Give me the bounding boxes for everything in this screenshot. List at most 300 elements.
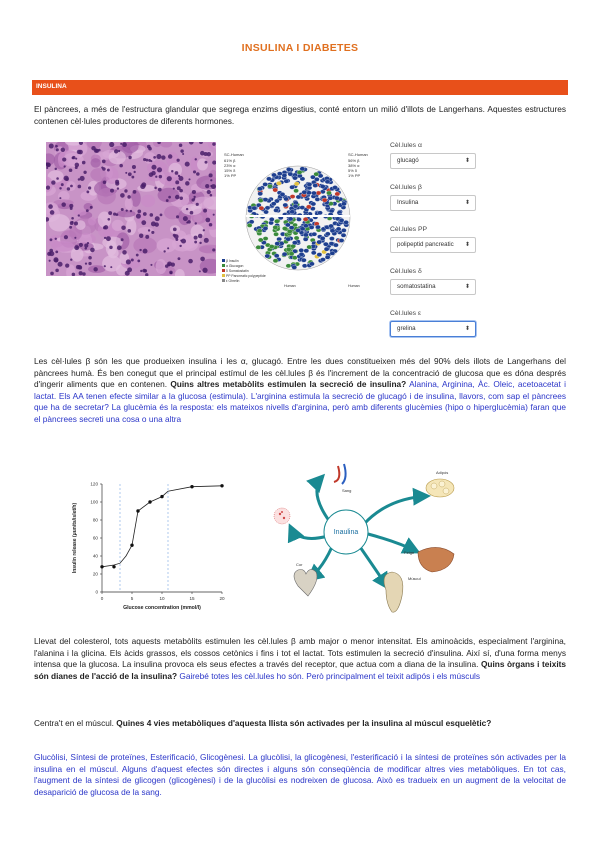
histology-nucleus	[203, 229, 205, 231]
histology-nucleus	[102, 160, 106, 164]
islet-cell	[341, 228, 346, 232]
histology-nucleus	[212, 248, 215, 251]
islet-cell	[303, 217, 308, 221]
histology-nucleus	[148, 159, 151, 162]
histology-nucleus	[183, 216, 188, 221]
chart-x-tick-label: 5	[130, 596, 134, 601]
histology-nucleus	[67, 187, 70, 190]
islet-cell	[293, 204, 298, 208]
islet-cell	[344, 220, 349, 224]
islet-left-label-4: 1% PP	[224, 173, 237, 178]
chart-y-tick-label: 40	[92, 553, 98, 559]
histology-nucleus	[115, 182, 119, 186]
heart-illustration	[294, 569, 317, 596]
histology-nucleus	[141, 220, 146, 225]
islet-cell	[277, 172, 282, 176]
chart-y-tick-label: 0	[95, 589, 98, 595]
histology-nucleus	[185, 181, 189, 185]
adipose-tissue-illustration	[426, 479, 454, 497]
chevron-updown-icon: ⬍	[464, 326, 470, 332]
histology-nucleus	[188, 178, 190, 180]
islet-cell	[304, 249, 309, 253]
histology-nucleus	[120, 143, 122, 145]
histology-nucleus	[175, 171, 179, 175]
histology-nucleus	[173, 227, 177, 231]
islet-cell	[252, 206, 257, 210]
histology-nucleus	[70, 221, 74, 225]
islet-cell	[301, 258, 306, 262]
islet-cell	[325, 232, 330, 236]
islet-cell	[283, 197, 288, 201]
islet-cell	[302, 264, 307, 268]
histology-nucleus	[65, 263, 69, 267]
histology-nucleus	[65, 177, 69, 181]
histology-nucleus	[61, 202, 65, 206]
islet-cell	[259, 206, 264, 210]
histology-nucleus	[150, 213, 154, 217]
histology-nucleus	[51, 180, 55, 184]
histology-nucleus	[176, 215, 179, 218]
islet-cell	[299, 252, 304, 256]
histology-nucleus	[56, 148, 59, 151]
histology-nucleus	[94, 149, 98, 153]
histology-nucleus	[59, 187, 61, 189]
histology-nucleus	[188, 259, 193, 264]
islet-cell	[341, 233, 346, 237]
histology-nucleus	[102, 167, 106, 171]
histology-nucleus	[90, 248, 95, 253]
islet-cell	[289, 185, 294, 189]
chart-y-label: Insulin release (μunits/islet/h)	[72, 502, 78, 574]
histology-nucleus	[124, 189, 127, 192]
islet-cell	[263, 210, 268, 214]
islet-cell	[290, 194, 295, 198]
islet-cell	[286, 237, 291, 241]
islet-cell	[256, 245, 261, 249]
histology-nucleus	[117, 187, 119, 189]
picker-pp-select[interactable]: polipeptid pancreatic ⬍	[390, 237, 476, 253]
islet-cell	[325, 255, 330, 259]
histology-nucleus	[179, 144, 183, 148]
histology-nucleus	[78, 150, 83, 155]
diagram-node-label: Sang	[342, 488, 352, 493]
histology-nucleus	[192, 198, 195, 201]
histology-nucleus	[210, 179, 212, 181]
islet-cell	[303, 233, 308, 237]
chart-data-point	[160, 495, 163, 498]
islet-legend-4: ε Ghrelin	[226, 279, 240, 283]
histology-nucleus	[82, 161, 86, 165]
histology-nucleus	[110, 189, 114, 193]
islet-cell	[314, 172, 319, 176]
histology-nucleus	[157, 167, 162, 172]
histology-nucleus	[137, 210, 141, 214]
histology-cell	[51, 241, 74, 252]
islet-cell	[314, 177, 319, 181]
histology-nucleus	[177, 186, 181, 190]
islet-cell	[306, 191, 311, 195]
islet-cell	[306, 205, 311, 209]
islet-cell	[341, 202, 346, 206]
chevron-updown-icon: ⬍	[464, 200, 470, 206]
diagram-center-label: Inaulina	[333, 529, 359, 536]
histology-nucleus	[90, 206, 93, 209]
blood-vessel-illustration	[334, 464, 346, 484]
histology-nucleus	[193, 170, 196, 173]
histology-nucleus	[120, 193, 125, 198]
islet-cell	[332, 185, 337, 189]
histology-cell	[91, 158, 101, 168]
islet-cell	[271, 173, 276, 177]
islet-cell	[271, 202, 276, 206]
histology-nucleus	[182, 153, 184, 155]
islet-cell	[312, 232, 317, 236]
histology-nucleus	[136, 254, 139, 257]
histology-nucleus	[62, 157, 66, 161]
islet-left-label-2: 23% α	[224, 163, 236, 168]
picker-delta-select[interactable]: somatostatina ⬍	[390, 279, 476, 295]
histology-nucleus	[143, 212, 147, 216]
islet-cell	[276, 181, 281, 185]
histology-nucleus	[167, 176, 172, 181]
histology-nucleus	[148, 147, 152, 151]
islet-cell	[258, 198, 263, 202]
islet-cell	[257, 187, 262, 191]
histology-nucleus	[186, 208, 188, 210]
histology-nucleus	[167, 247, 169, 249]
histology-nucleus	[154, 187, 157, 190]
islet-right-label-4: 1% PP	[348, 173, 361, 178]
islet-cell	[330, 251, 335, 255]
histology-nucleus	[158, 188, 162, 192]
histology-nucleus	[196, 203, 199, 206]
histology-nucleus	[160, 213, 163, 216]
islet-cell	[311, 202, 316, 206]
islet-legend-1: α Glucagon	[226, 264, 244, 268]
insulin-target-diagram	[268, 462, 478, 632]
islet-cell	[266, 177, 271, 181]
islet-right-label-1: 56% β	[348, 158, 360, 163]
histology-nucleus	[76, 265, 80, 269]
histology-nucleus	[207, 190, 211, 194]
islet-cell	[336, 227, 341, 231]
histology-nucleus	[195, 222, 197, 224]
histology-cell	[160, 142, 172, 148]
histology-cell	[74, 210, 87, 216]
muscle-answer-paragraph: Glucòlisi, Síntesi de proteïnes, Esterificació, Glicogènesi. La glucòlisi, la glicogènesi, l'esterificació i la síntesi de proteïnes són activades per la insulina en el múscul. Alguns d'aquest efectes són directes i alguns són conseqüència de modificar altres vies metabòliques. En tot cas, l'augment de la síntesi de glicogen (glicogènesi) i de la glucòlisi es nodreixen de glucosa. Això es tradueix en un augment de la velocitat de desaparició de glucosa de la sang.	[34, 752, 566, 797]
histology-nucleus	[209, 223, 213, 227]
muscle-illustration	[384, 572, 403, 612]
histology-cell	[102, 255, 121, 271]
chart-x-tick-label: 0	[100, 596, 104, 601]
islet-cell	[273, 188, 278, 192]
histology-nucleus	[169, 271, 173, 275]
histology-nucleus	[121, 208, 124, 211]
islet-cell	[326, 191, 331, 195]
islet-cell	[269, 244, 274, 248]
histology-nucleus	[139, 249, 141, 251]
histology-nucleus	[145, 273, 148, 276]
chart-x-label: Glucose concentration (mmol/l)	[123, 605, 201, 611]
histology-nucleus	[74, 221, 78, 225]
histology-nucleus	[199, 242, 201, 244]
islet-cell	[311, 251, 316, 255]
histology-nucleus	[200, 257, 205, 262]
islet-cell	[273, 259, 278, 263]
histology-cell	[137, 185, 155, 192]
islet-cell	[273, 225, 278, 229]
histology-nucleus	[109, 246, 112, 249]
histology-nucleus	[174, 234, 179, 239]
histology-nucleus	[78, 178, 80, 180]
histology-nucleus	[151, 165, 156, 170]
histology-nucleus	[177, 159, 180, 162]
islet-cell	[309, 262, 314, 266]
histology-nucleus	[119, 164, 123, 168]
chart-data-point	[148, 500, 151, 503]
histology-nucleus	[113, 212, 116, 215]
histology-nucleus	[163, 250, 165, 252]
histology-cell	[156, 259, 167, 274]
histology-nucleus	[127, 229, 131, 233]
islet-cell	[282, 173, 287, 177]
histology-nucleus	[84, 244, 88, 248]
chart-data-point	[130, 544, 133, 547]
histology-nucleus	[156, 154, 161, 159]
page-title: INSULINA I DIABETES	[241, 42, 359, 54]
islet-cell	[313, 183, 318, 187]
picker-alpha-select[interactable]: glucagó ⬍	[390, 153, 476, 169]
islet-cell	[287, 229, 292, 233]
histology-nucleus	[179, 245, 181, 247]
islet-cell	[329, 224, 334, 228]
islet-cell	[294, 236, 299, 240]
histology-nucleus	[49, 260, 51, 262]
histology-nucleus	[88, 256, 92, 260]
histology-nucleus	[55, 269, 59, 273]
diagram-node-label: Cor	[296, 562, 303, 567]
islet-cell	[263, 236, 268, 240]
histology-nucleus	[84, 247, 87, 250]
histology-nucleus	[204, 238, 209, 243]
metabolites-paragraph: Llevat del colesterol, tots aquests metabòlits estimulen les cèl.lules β amb major o menor intensitat. Els aminoàcids, especialment l'arginina, l'alanina i la glicina. Els àcids grassos, els cossos cetònics i fins i tot el lactat. Tots estimulen la secreció d'insulina. Així sí, d'una forma menys intensa que la glucosa. La insulina provoca els seus efectes a través del receptor, que actua com a diana de la insulina. Quins òrgans i teixits són dianes de l'acció de la insulina? Gairebé totes les cèl.lules ho són. Però principalment el teixit adipós i els músculs	[34, 636, 566, 681]
histology-nucleus	[180, 240, 182, 242]
histology-nucleus	[143, 249, 148, 254]
islet-cell	[283, 203, 288, 207]
islet-cell	[322, 198, 327, 202]
islet-cell	[292, 176, 297, 180]
histology-nucleus	[61, 183, 64, 186]
islet-cell	[323, 242, 328, 246]
islet-cell	[317, 211, 322, 215]
histology-nucleus	[118, 150, 120, 152]
islet-cell	[293, 189, 298, 193]
histology-nucleus	[50, 238, 53, 241]
islet-cell	[263, 198, 268, 202]
histology-nucleus	[114, 149, 118, 153]
histology-nucleus	[88, 262, 91, 265]
islet-cell	[296, 228, 301, 232]
histology-nucleus	[207, 152, 211, 156]
histology-nucleus	[85, 263, 87, 265]
histology-nucleus	[213, 214, 215, 216]
islet-cell	[247, 223, 252, 227]
histology-nucleus	[126, 209, 128, 211]
islet-cell	[302, 190, 307, 194]
histology-nucleus	[122, 250, 126, 254]
section-header-insulina: INSULINA	[32, 80, 568, 95]
histology-nucleus	[86, 209, 89, 212]
islet-cell	[329, 236, 334, 240]
histology-nucleus	[70, 185, 73, 188]
histology-nucleus	[180, 149, 183, 152]
islet-right-label-0: SC-Human	[348, 152, 368, 157]
insulin-release-chart	[62, 474, 232, 624]
histology-nucleus	[127, 267, 132, 272]
histology-nucleus	[175, 180, 179, 184]
histology-nucleus	[205, 161, 208, 164]
chart-data-point	[136, 509, 139, 512]
histology-nucleus	[203, 209, 207, 213]
histology-cell	[157, 238, 177, 252]
islet-cell	[307, 245, 312, 249]
islet-legend-swatch	[222, 269, 225, 272]
islet-cell	[286, 167, 291, 171]
diagram-node-label: Adipós	[436, 470, 449, 475]
picker-epsilon-select[interactable]: grelina ⬍	[390, 321, 476, 337]
histology-nucleus	[49, 249, 53, 253]
chart-data-point	[100, 565, 103, 568]
histology-nucleus	[49, 144, 54, 149]
blood-cells-illustration	[274, 508, 290, 524]
histology-nucleus	[200, 151, 205, 156]
histology-nucleus	[212, 160, 216, 164]
picker-beta-select[interactable]: Insulina ⬍	[390, 195, 476, 211]
islet-legend-3: PP Pancreatic polypeptide	[226, 274, 266, 278]
histology-nucleus	[196, 172, 200, 176]
histology-nucleus	[58, 262, 63, 267]
histology-nucleus	[136, 214, 141, 219]
islet-cell	[299, 248, 304, 252]
histology-nucleus	[205, 218, 210, 223]
histology-nucleus	[140, 184, 145, 189]
histology-nucleus	[79, 243, 83, 247]
liver-illustration	[418, 547, 454, 572]
islet-cell	[285, 223, 290, 227]
histology-nucleus	[187, 220, 191, 224]
chart-x-tick-label: 10	[159, 596, 165, 601]
picker-pp-label: Cèl.lules PP	[390, 226, 428, 233]
histology-nucleus	[82, 272, 85, 275]
histology-nucleus	[71, 217, 74, 220]
histology-nucleus	[151, 231, 154, 234]
islet-cell	[296, 195, 301, 199]
islet-cell	[286, 264, 291, 268]
islet-cell	[257, 229, 262, 233]
diagram-node-label: Fetge	[404, 550, 415, 555]
histology-nucleus	[55, 251, 58, 254]
picker-epsilon-label: Cèl.lules ε	[390, 310, 421, 317]
intro-paragraph: El pàncrees, a més de l'estructura glandular que segrega enzims digestius, conté entorn un milió d'illots de Langerhans. Aquestes estructures contenen cèl·lules productores de diferents hormones.	[34, 104, 566, 126]
histology-nucleus	[166, 199, 169, 202]
histology-nucleus	[212, 142, 215, 145]
histology-nucleus	[185, 162, 190, 167]
islet-legend-2: δ Somatostatin	[226, 269, 249, 273]
histology-nucleus	[103, 226, 106, 229]
histology-nucleus	[178, 257, 181, 260]
histology-nucleus	[104, 237, 106, 239]
histology-nucleus	[202, 268, 207, 273]
islet-cell	[309, 225, 314, 229]
islet-cell	[325, 180, 330, 184]
histology-cell	[175, 269, 185, 276]
histology-nucleus	[46, 185, 50, 189]
islet-cell	[317, 253, 322, 257]
histology-nucleus	[173, 188, 175, 190]
pancreas-histology-image	[46, 142, 216, 276]
histology-nucleus	[121, 238, 124, 241]
islet-cell	[303, 237, 308, 241]
beta-cells-paragraph: Les cèl·lules β són les que produeixen insulina i les α, glucagó. Entre les dues constitueixen més del 90% dels illots de Langerhans del pàncrees humà. És ben conegut que el principal estímul de les cèl.lules β és l'increment de la concentració de glucosa que es dóna després d'ingerir aliments que en contenen. Quins altres metabòlits estimulen la secreció de insulina? Alanina, Arginina, Àc. Oleic, acetoacetat i lactat. Els AA tenen efecte similar a la glucosa (estimula). L'arginina estimula la secreció de glucagó i de insulina, llavors, com sap el pàncrees que ha de secretar? La glucèmia és la resposta: els mateixos nivells d'arginina, però amb diferents glucèmies (hipo o hiperglucèmia) faran que el pàncrees secreti una cosa o una altra	[34, 356, 566, 424]
islet-cell	[258, 238, 263, 242]
islet-right-label-2: 38% α	[348, 163, 360, 168]
histology-nucleus	[210, 185, 212, 187]
chevron-updown-icon: ⬍	[464, 284, 470, 290]
histology-nucleus	[175, 195, 180, 200]
histology-nucleus	[145, 235, 149, 239]
histology-nucleus	[107, 169, 110, 172]
islet-cell	[258, 192, 263, 196]
chart-x-tick-label: 15	[189, 596, 195, 601]
histology-nucleus	[130, 210, 132, 212]
histology-nucleus	[69, 226, 72, 229]
islet-composition-figure	[222, 142, 374, 292]
histology-nucleus	[78, 185, 82, 189]
islet-cell	[282, 252, 287, 256]
histology-nucleus	[109, 142, 114, 147]
chevron-updown-icon: ⬍	[464, 242, 470, 248]
histology-nucleus	[76, 246, 78, 248]
histology-nucleus	[125, 172, 127, 174]
islet-cell	[330, 229, 335, 233]
islet-legend-swatch	[222, 259, 225, 262]
histology-nucleus	[75, 158, 77, 160]
histology-nucleus	[80, 176, 85, 181]
histology-nucleus	[106, 236, 111, 241]
histology-nucleus	[171, 170, 173, 172]
chart-x-tick-label: 20	[219, 596, 225, 601]
histology-nucleus	[72, 156, 75, 159]
histology-nucleus	[46, 167, 48, 169]
histology-nucleus	[86, 190, 89, 193]
histology-nucleus	[122, 142, 127, 147]
islet-cell	[294, 182, 299, 186]
histology-nucleus	[88, 186, 91, 189]
islet-cell	[292, 265, 297, 269]
histology-nucleus	[50, 210, 55, 215]
histology-nucleus	[70, 259, 72, 261]
picker-epsilon	[390, 310, 476, 337]
islet-cell	[269, 217, 274, 221]
muscle-question-paragraph: Centra't en el múscul. Quines 4 vies metabòliques d'aquesta llista són activades per la insulina al múscul esquelètic?	[34, 718, 492, 728]
histology-cell	[126, 218, 136, 235]
islet-cell	[335, 192, 340, 196]
histology-nucleus	[192, 190, 196, 194]
histology-nucleus	[143, 158, 146, 161]
histology-nucleus	[150, 264, 152, 266]
picker-alpha-label: Cèl.lules α	[390, 142, 422, 149]
islet-cell	[317, 240, 322, 244]
